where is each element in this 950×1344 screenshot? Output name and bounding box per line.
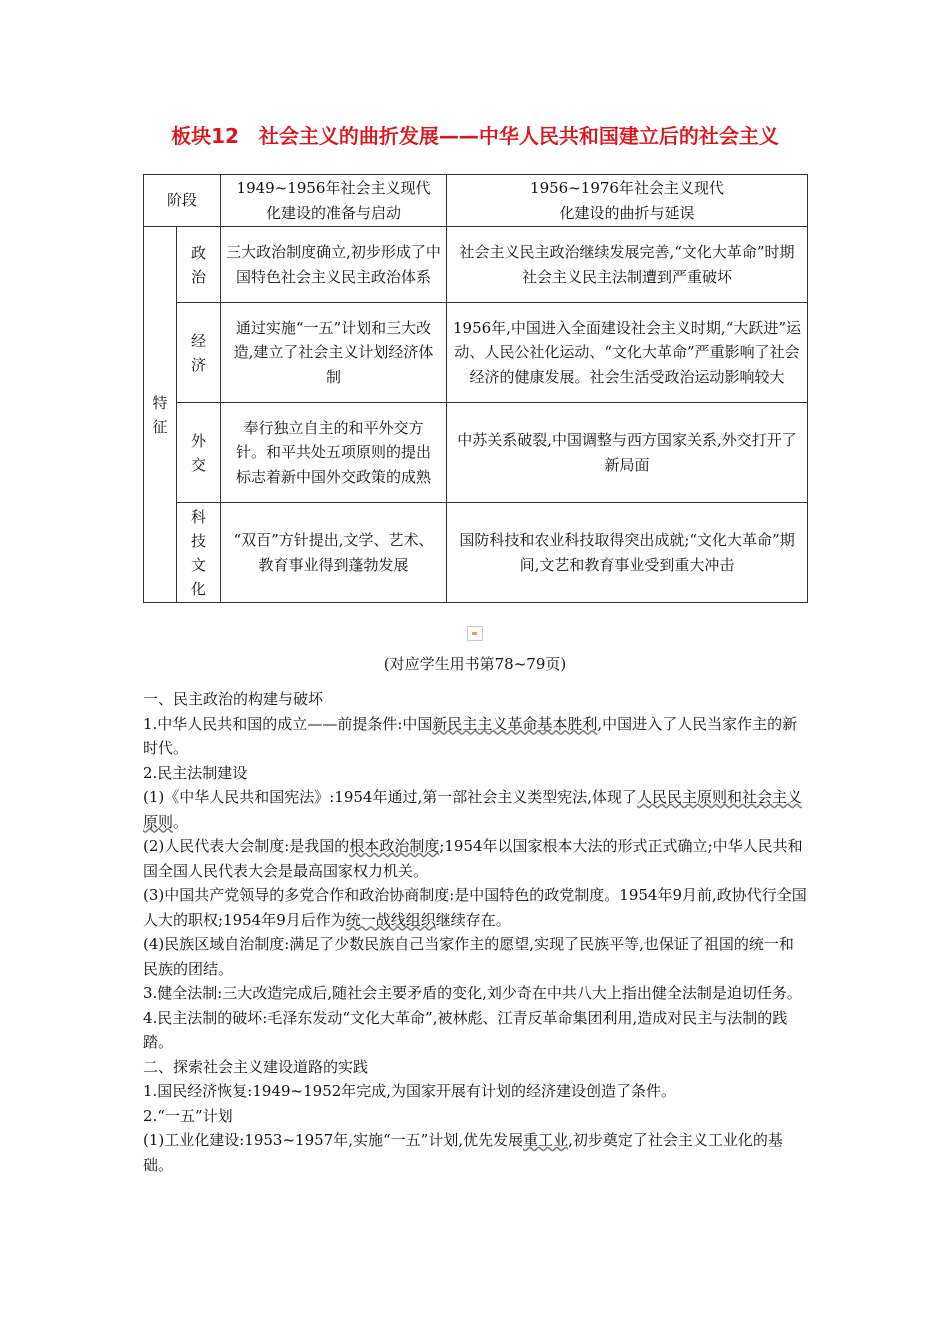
text: (2)人民代表大会制度:是我国的 — [143, 837, 350, 855]
image-placeholder-icon — [467, 626, 483, 641]
table-row-politics — [144, 227, 808, 303]
row-name-char: 济 — [190, 355, 206, 374]
table-row-science-culture — [144, 503, 808, 603]
row-name-char: 政 — [190, 243, 206, 262]
row-name-char: 科 — [190, 507, 206, 526]
feature-char: 特 — [152, 393, 168, 412]
row-name-char: 技 — [190, 531, 206, 550]
paragraph: 1.国民经济恢复:1949~1952年完成,为国家开展有计划的经济建设创造了条件。 — [143, 1082, 677, 1100]
page-reference: (对应学生用书第78~79页) — [383, 655, 567, 673]
paragraph — [143, 834, 807, 883]
row-name-char: 文 — [190, 555, 206, 574]
paragraph — [143, 1128, 807, 1177]
paragraph: (4)民族区域自治制度:满足了少数民族自己当家作主的愿望,实现了民族平等,也保证了祖国的统一和民族的团结。 — [143, 935, 794, 978]
text: (1)《中华人民共和国宪法》:1954年通过,第一部社会主义类型宪法,体现了 — [143, 788, 638, 806]
page-title: 板块12 社会主义的曲折发展——中华人民共和国建立后的社会主义 — [171, 124, 779, 148]
underlined-text: 人民民主原则和社会主义原则 — [143, 788, 803, 831]
economy-col1: 通过实施“一五”计划和三大改造,建立了社会主义计划经济体制 — [221, 303, 447, 403]
table-row-diplomacy — [144, 403, 808, 503]
section-heading: 二、探索社会主义建设道路的实践 — [143, 1057, 369, 1076]
text: 1.中华人民共和国的成立——前提条件:中国 — [143, 714, 433, 733]
text: 。 — [173, 812, 189, 831]
row-name-politics — [177, 227, 221, 303]
summary-table — [143, 174, 808, 603]
header-col1-line2: 化建设的准备与启动 — [266, 203, 402, 222]
text: ,初步奠定了社会主义工业化的基础。 — [143, 1131, 783, 1174]
row-name-char: 经 — [190, 331, 206, 350]
feature-label — [144, 227, 177, 603]
paragraph: 2.民主法制建设 — [143, 763, 248, 782]
paragraph: 2.“一五”计划 — [143, 1106, 233, 1125]
header-col1-line1: 1949~1956年社会主义现代 — [236, 179, 431, 197]
row-name-economy — [177, 303, 221, 403]
science-col2: 国防科技和农业科技取得突出成就;“文化大革命”期间,文艺和教育事业受到重大冲击 — [447, 503, 808, 603]
row-name-diplomacy — [177, 403, 221, 503]
row-name-char: 治 — [190, 267, 206, 286]
header-stage: 阶段 — [144, 175, 221, 227]
economy-col2: 1956年,中国进入全面建设社会主义时期,“大跃进”运动、人民公社化运动、“文化大革命”严重影响了社会经济的健康发展。社会生活受政治运动影响较大 — [447, 303, 808, 403]
table-row-economy — [144, 303, 808, 403]
underlined-text: 根本政治制度 — [349, 837, 440, 855]
paragraph — [143, 883, 807, 932]
underlined-text: 统一战线组织 — [345, 910, 436, 929]
underlined-text: 新民主主义革命基本胜利 — [432, 714, 598, 733]
text: (3)中国共产党领导的多党合作和政治协商制度:是中国特色的政党制度。1954年9月前,政协代行全国人大的职权;1954年9月后作为 — [143, 886, 807, 929]
header-col2-line2: 化建设的曲折与延误 — [559, 203, 695, 222]
paragraph: 4.民主法制的破坏:毛泽东发动“文化大革命”,被林彪、江青反革命集团利用,造成对民主与法制的践踏。 — [143, 1008, 788, 1051]
paragraph — [143, 712, 807, 761]
underlined-text: 重工业 — [523, 1131, 569, 1149]
paragraph: 3.健全法制:三大改造完成后,随社会主要矛盾的变化,刘少奇在中共八大上指出健全法制是迫切任务。 — [143, 984, 802, 1002]
header-col2 — [447, 175, 808, 227]
science-col1: “双百”方针提出,文学、艺术、教育事业得到蓬勃发展 — [221, 503, 447, 603]
row-name-science-culture — [177, 503, 221, 603]
text: ;1954年以国家根本大法的形式正式确立;中华人民共和国全国人民代表大会是最高国家权力机关。 — [143, 837, 803, 880]
text: 继续存在。 — [435, 910, 511, 929]
header-col2-line1: 1956~1976年社会主义现代 — [530, 179, 724, 197]
text: (1)工业化建设:1953~1957年,实施“一五”计划,优先发展 — [143, 1131, 524, 1149]
section-heading: 一、民主政治的构建与破坏 — [143, 690, 324, 708]
row-name-char: 外 — [190, 431, 206, 450]
politics-col1: 三大政治制度确立,初步形成了中国特色社会主义民主政治体系 — [221, 227, 447, 303]
header-col1 — [221, 175, 447, 227]
paragraph — [143, 785, 807, 834]
body-text — [143, 687, 807, 1177]
text: ,中国进入了人民当家作主的新时代。 — [143, 714, 798, 757]
feature-char: 征 — [152, 417, 168, 436]
row-name-char: 化 — [190, 579, 206, 598]
politics-col2: 社会主义民主政治继续发展完善,“文化大革命”时期社会主义民主法制遭到严重破坏 — [447, 227, 808, 303]
table-header-row — [144, 175, 808, 227]
diplomacy-col2: 中苏关系破裂,中国调整与西方国家关系,外交打开了新局面 — [447, 403, 808, 503]
diplomacy-col1: 奉行独立自主的和平外交方针。和平共处五项原则的提出标志着新中国外交政策的成熟 — [221, 403, 447, 503]
row-name-char: 交 — [190, 455, 206, 474]
